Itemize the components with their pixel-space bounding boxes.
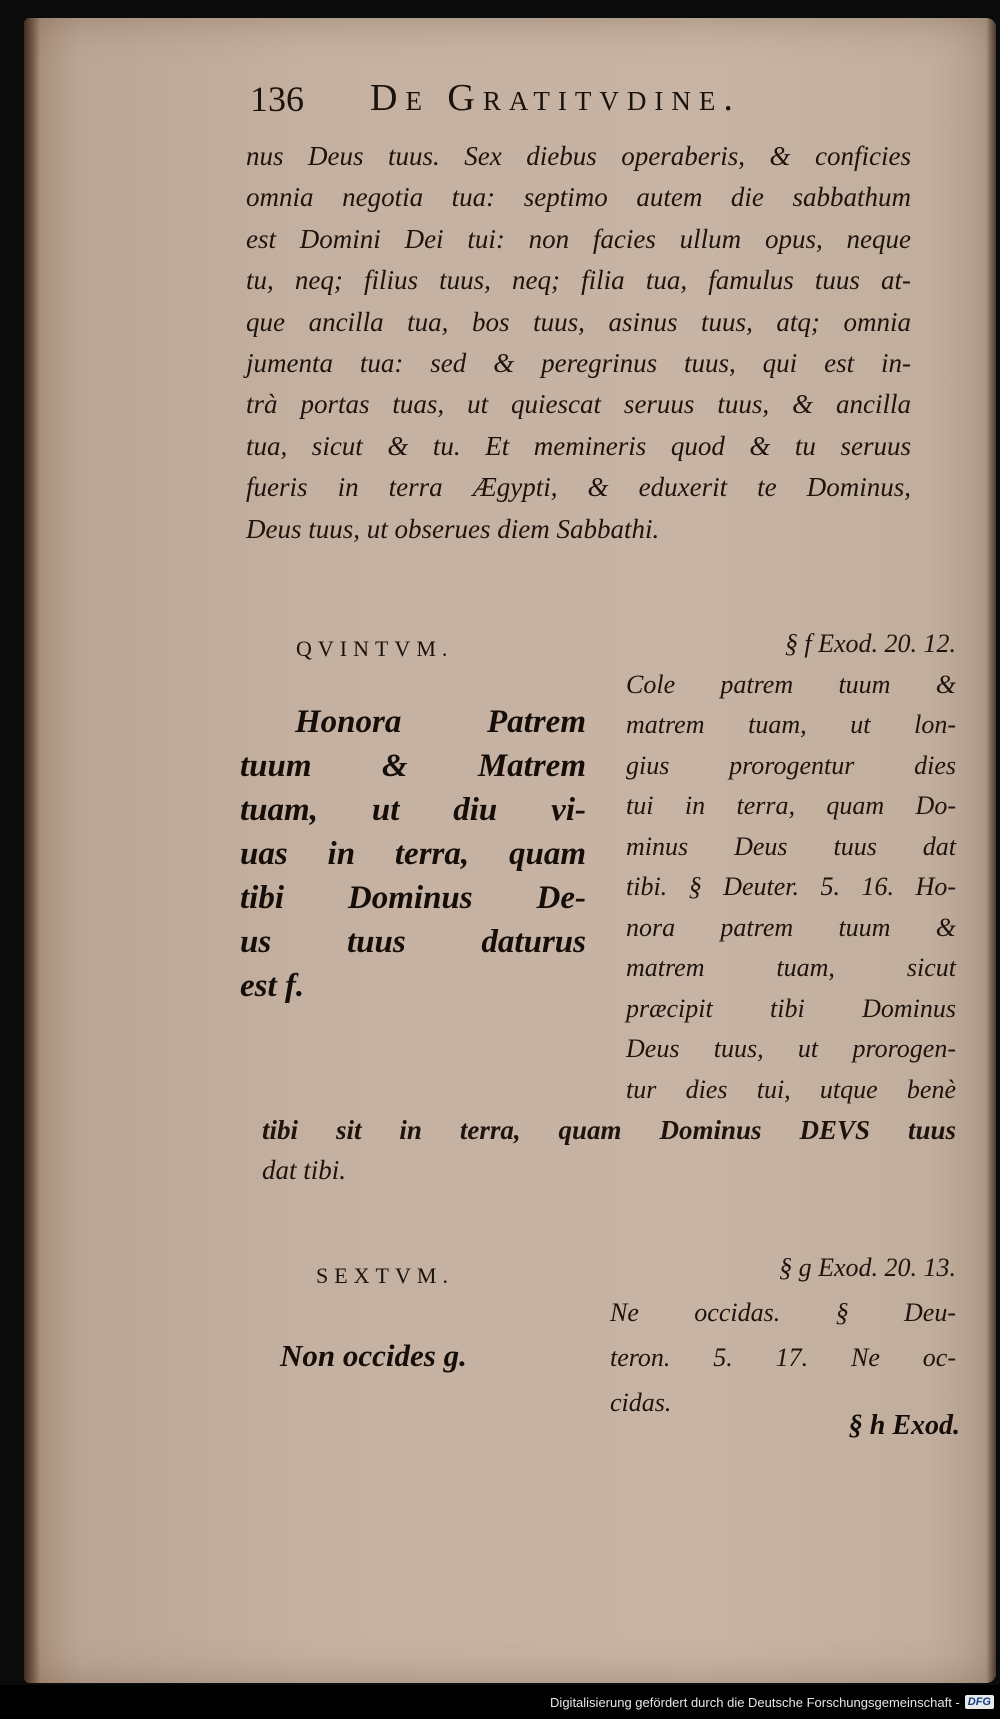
note-line: præcipit tibi Dominus bbox=[626, 993, 956, 1023]
running-title: De Gratitvdine. bbox=[370, 77, 741, 119]
commandment-line: us tuus daturus bbox=[240, 924, 586, 960]
text-line: jumenta tua: sed & peregrinus tuus, qui est in- bbox=[246, 348, 911, 379]
note-line: Deus tuus, ut prorogen- bbox=[626, 1034, 956, 1063]
note-line: matrem tuam, sicut bbox=[626, 953, 956, 982]
note-line: § g Exod. 20. 13. bbox=[779, 1253, 956, 1282]
note-line: nora patrem tuum & bbox=[626, 912, 956, 942]
marginal-note-fifth-continuation bbox=[262, 1110, 956, 1190]
commandment-line: tuam, ut diu vi- bbox=[240, 792, 586, 828]
note-line: gius prorogentur dies bbox=[626, 750, 956, 780]
note-line: tibi. § Deuter. 5. 16. Ho- bbox=[626, 872, 956, 901]
text-line: est Domini Dei tui: non facies ullum opus, neque bbox=[246, 223, 911, 254]
note-line: dat tibi. bbox=[262, 1155, 347, 1185]
text-line: tua, sicut & tu. Et memineris quod & tu seruus bbox=[246, 430, 911, 461]
note-line: tibi sit in terra, quam Dominus DEVS tuus bbox=[262, 1115, 956, 1145]
note-line: Cole patrem tuum & bbox=[626, 669, 956, 699]
section-heading-fifth: QVINTVM. bbox=[296, 636, 454, 661]
text-line: Deus tuus, ut obserues diem Sabbathi. bbox=[246, 513, 660, 544]
text-line: trà portas tuas, ut quiescat seruus tuus, & ancilla bbox=[246, 389, 911, 420]
section-heading-sixth: SEXTVM. bbox=[316, 1263, 454, 1288]
note-line: Ne occidas. § Deu- bbox=[610, 1298, 956, 1327]
dfg-logo-icon: DFG bbox=[965, 1695, 994, 1709]
text-line: fueris in terra Ægypti, & eduxerit te Dominus, bbox=[246, 472, 911, 503]
text-line: que ancilla tua, bos tuus, asinus tuus, atq; omnia bbox=[246, 306, 911, 337]
funding-footer bbox=[0, 1685, 1000, 1719]
page-edge bbox=[986, 18, 996, 1683]
note-line: tur dies tui, utque benè bbox=[626, 1074, 956, 1104]
marginal-note-sixth bbox=[610, 1245, 956, 1425]
note-line: cidas. bbox=[610, 1388, 672, 1417]
commandment-sixth: Non occides g. bbox=[280, 1338, 467, 1373]
text-line: nus Deus tuus. Sex diebus operaberis, & conficies bbox=[246, 141, 911, 171]
note-line: teron. 5. 17. Ne oc- bbox=[610, 1343, 956, 1372]
page-header bbox=[250, 66, 900, 122]
page-number: 136 bbox=[250, 79, 304, 119]
commandment-line: tibi Dominus De- bbox=[240, 880, 586, 916]
commandment-line: tuum & Matrem bbox=[240, 748, 586, 784]
commandment-line: est f. bbox=[240, 968, 305, 1004]
note-line: matrem tuam, ut lon- bbox=[626, 710, 956, 739]
text-line: omnia negotia tua: septimo autem die sabbathum bbox=[246, 182, 911, 213]
page-gutter bbox=[24, 18, 40, 1683]
commandment-line: uas in terra, quam bbox=[240, 836, 586, 872]
text-line: tu, neq; filius tuus, neq; filia tua, famulus tuus at- bbox=[246, 265, 911, 296]
catchword: § h Exod. bbox=[848, 1410, 960, 1441]
marginal-note-fifth bbox=[626, 624, 956, 1110]
note-line: minus Deus tuus dat bbox=[626, 831, 956, 861]
commandment-line: Honora Patrem bbox=[295, 704, 586, 740]
commandment-fifth bbox=[240, 700, 586, 1008]
note-line: § f Exod. 20. 12. bbox=[784, 629, 956, 658]
funding-text: Digitalisierung gefördert durch die Deutsche Forschungsgemeinschaft - bbox=[550, 1694, 960, 1710]
note-line: tui in terra, quam Do- bbox=[626, 791, 956, 820]
previous-commandment-text bbox=[246, 136, 911, 550]
